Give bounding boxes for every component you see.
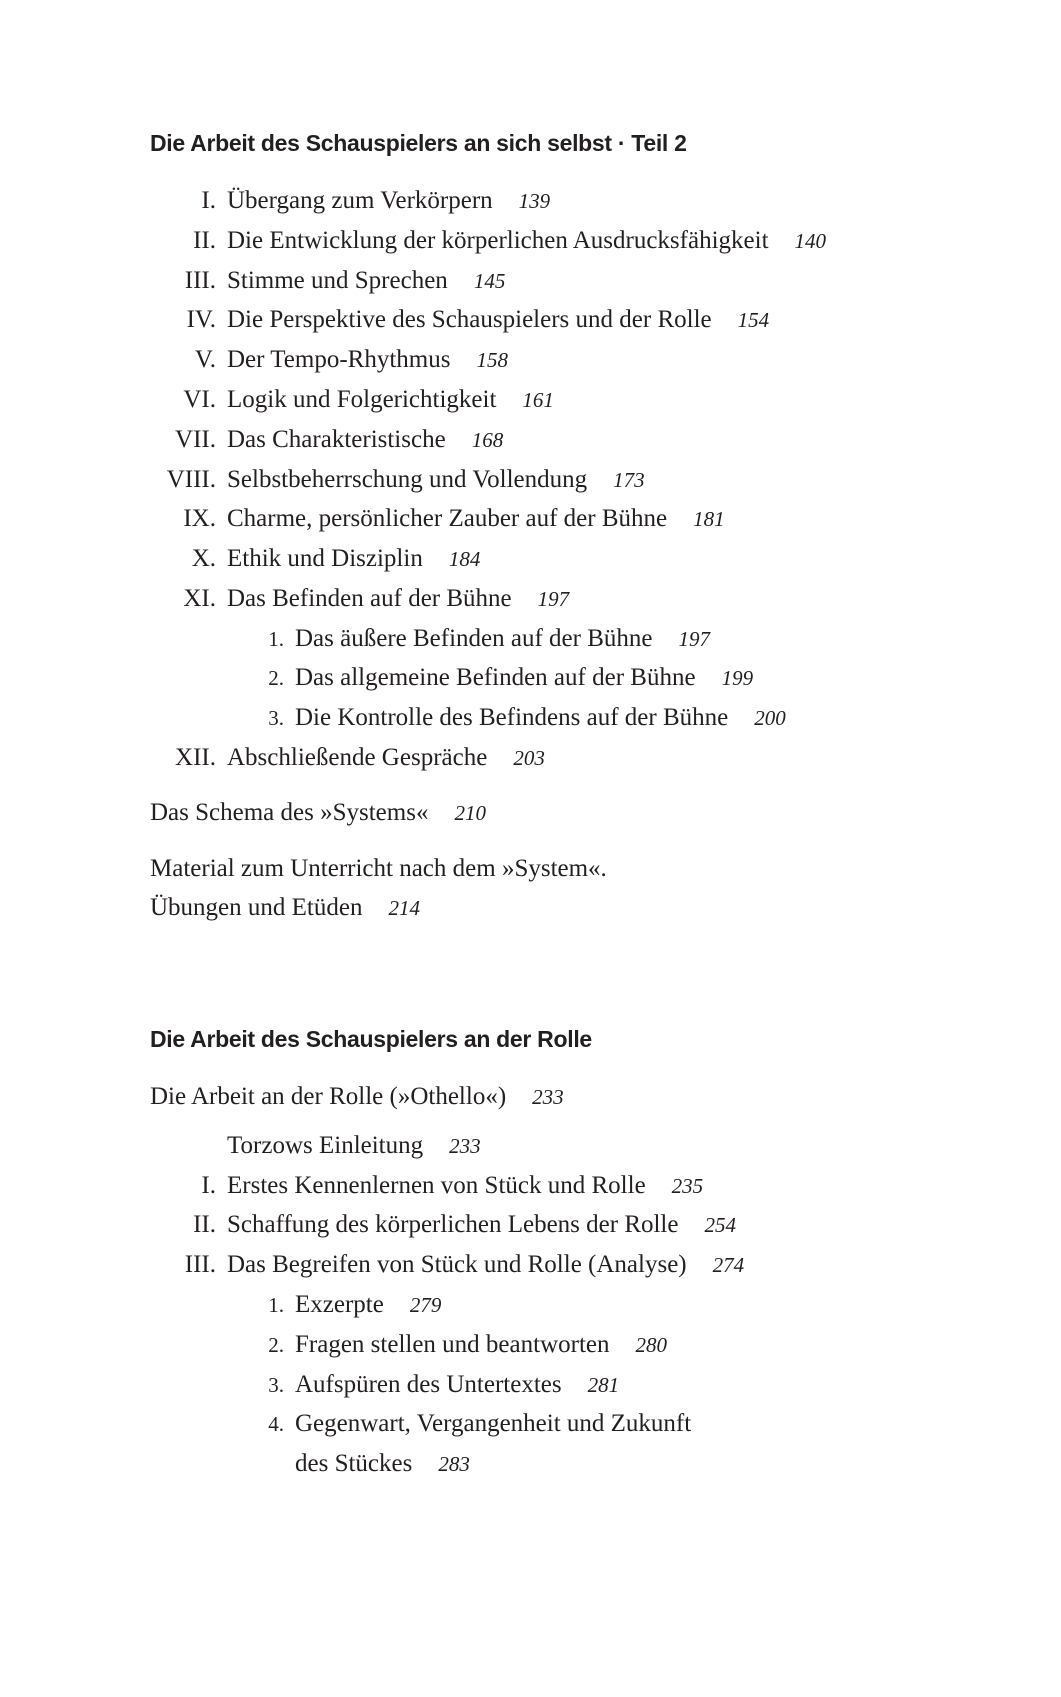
page-number: 274 [712,1253,745,1277]
entry-number: IX. [183,505,216,532]
entry-title-wrap [295,662,753,694]
entry-title: Das Begreifen von Stück und Rolle (Analyse) [227,1251,687,1278]
entry-number: I. [201,1172,216,1199]
entry-title: Das Befinden auf der Bühne [227,585,512,612]
entry-number: III. [184,1251,216,1278]
page-number: 145 [473,269,506,293]
entry-number: 1. [268,1293,284,1317]
entry-title-wrap [227,742,545,774]
entry-title-wrap [295,1329,667,1361]
entry-number: II. [193,1211,216,1238]
entry-title-wrap [150,797,486,829]
page-number: 173 [613,468,645,492]
entry-number: VII. [175,426,216,453]
page-number: 254 [704,1213,736,1237]
entry-title-wrap [295,702,786,734]
page-number: 181 [693,507,725,531]
entry-title-wrap [227,265,505,297]
page-number: 140 [794,229,827,253]
page-number: 233 [449,1134,481,1158]
page-number: 197 [678,627,710,651]
entry-title-wrap [150,1081,564,1113]
entry-title: Material zum Unterricht nach dem »System«. [150,855,607,882]
page-number: 203 [513,746,545,770]
page-number: 279 [409,1293,442,1317]
entry-title-wrap [227,384,554,416]
entry-title: Die Perspektive des Schauspielers und der Rolle [227,306,712,333]
entry-title: Torzows Einleitung [227,1132,424,1159]
entry-number: 4. [268,1412,284,1436]
page-number: 158 [476,348,508,372]
entry-title: Erstes Kennenlernen von Stück und Rolle [227,1172,646,1199]
entry-title: Aufspüren des Untertextes [295,1371,562,1398]
page-number: 200 [754,706,786,730]
entry-title-wrap [227,344,508,376]
page-number: 280 [635,1333,667,1357]
entry-number: I. [201,187,216,214]
page-number: 233 [532,1085,564,1109]
entry-title-wrap [295,1289,441,1321]
entry-title-wrap [227,1249,744,1281]
entry-title: Exzerpte [295,1291,384,1318]
entry-title: Die Arbeit an der Rolle (»Othello«) [150,1083,507,1110]
entry-title: Abschließende Gespräche [227,744,488,771]
entry-title: Das Schema des »Systems« [150,799,429,826]
entry-title: Logik und Folgerichtigkeit [227,386,497,413]
entry-title: Das äußere Befinden auf der Bühne [295,625,653,652]
page-number: 197 [537,587,570,611]
entry-title: Schaffung des körperlichen Lebens der Rolle [227,1211,679,1238]
entry-title: Übungen und Etüden [150,894,363,921]
page-number: 184 [448,547,481,571]
page-number: 214 [388,896,420,920]
entry-title-wrap [295,1408,691,1440]
entry-title-wrap [227,543,480,575]
page-number: 281 [587,1373,620,1397]
entry-number: 3. [268,1373,284,1397]
entry-number: II. [193,227,216,254]
entry-number: 3. [268,706,284,730]
entry-title-wrap [227,1130,481,1162]
page-number: 283 [438,1452,470,1476]
entry-title-wrap [295,1369,619,1401]
entry-number: X. [191,545,216,572]
entry-title: Das Charakteristische [227,426,446,453]
entry-title: Ethik und Disziplin [227,545,423,572]
entry-title-wrap [295,623,710,655]
entry-title: Gegenwart, Vergangenheit und Zukunft [295,1410,692,1437]
page-number: 199 [721,666,754,690]
entry-title-wrap [295,1448,470,1480]
entry-title-wrap [227,503,725,535]
entry-number: 2. [268,1333,284,1357]
entry-title-wrap [150,892,420,924]
entry-title-wrap [227,304,769,336]
entry-title: Stimme und Sprechen [227,267,448,294]
entry-title-wrap [227,1170,703,1202]
page-number: 168 [471,428,504,452]
section-heading-teil-2: Die Arbeit des Schauspielers an sich selbst · Teil 2 [150,130,687,156]
entry-title-wrap [227,464,645,496]
section-heading-rolle: Die Arbeit des Schauspielers an der Rolle [150,1026,592,1052]
entry-title: Die Kontrolle des Befindens auf der Bühne [295,704,729,731]
page-number: 161 [522,388,554,412]
page-number: 154 [737,308,770,332]
page-number: 210 [454,801,486,825]
entry-number: VI. [183,386,216,413]
entry-title: Charme, persönlicher Zauber auf der Bühne [227,505,668,532]
entry-number: VIII. [166,466,216,493]
entry-title: Das allgemeine Befinden auf der Bühne [295,664,696,691]
entry-number: XI. [183,585,216,612]
entry-title-wrap [227,185,550,217]
entry-number: III. [184,267,216,294]
entry-title: Selbstbeherrschung und Vollendung [227,466,588,493]
entry-number: IV. [186,306,216,333]
entry-title-wrap [227,583,569,615]
entry-title: des Stückes [295,1450,413,1477]
entry-title: Die Entwicklung der körperlichen Ausdrucksfähigkeit [227,227,769,254]
entry-title-wrap [227,1209,736,1241]
entry-number: 2. [268,666,284,690]
page-number: 139 [518,189,551,213]
entry-title-wrap [227,225,826,257]
entry-number: 1. [268,627,284,651]
entry-title: Der Tempo-Rhythmus [227,346,451,373]
entry-number: XII. [175,744,216,771]
entry-title: Fragen stellen und beantworten [295,1331,610,1358]
entry-title-wrap [227,424,503,456]
entry-title: Übergang zum Verkörpern [227,187,493,214]
entry-number: V. [194,346,216,373]
entry-title-wrap [150,853,607,885]
page-number: 235 [671,1174,704,1198]
